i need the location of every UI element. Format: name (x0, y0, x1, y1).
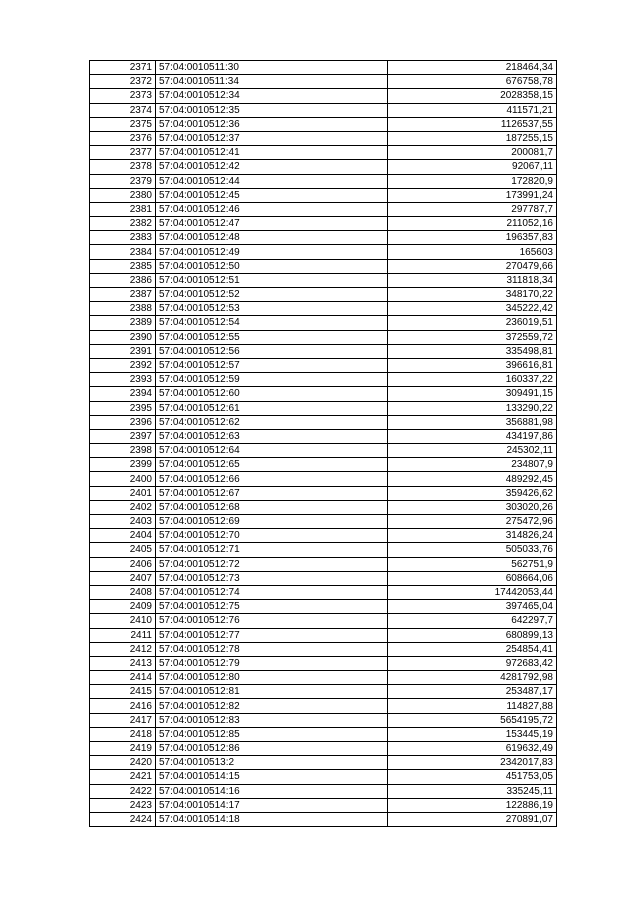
cadastral-value-cell: 505033,76 (388, 543, 557, 557)
cadastral-number-cell: 57:04:0010512:75 (156, 600, 388, 614)
row-number-cell: 2392 (90, 358, 156, 372)
cadastral-value-cell: 17442053,44 (388, 585, 557, 599)
table-row (90, 685, 557, 699)
table-row (90, 273, 557, 287)
cadastral-number-cell: 57:04:0010514:17 (156, 798, 388, 812)
table-row (90, 387, 557, 401)
cadastral-value-cell: 187255,15 (388, 131, 557, 145)
cadastral-value-cell: 245302,11 (388, 444, 557, 458)
table-row (90, 89, 557, 103)
cadastral-value-cell: 270891,07 (388, 812, 557, 826)
cadastral-value-cell: 2028358,15 (388, 89, 557, 103)
row-number-cell: 2387 (90, 288, 156, 302)
table-row (90, 812, 557, 826)
row-number-cell: 2372 (90, 75, 156, 89)
table-row (90, 500, 557, 514)
table-row (90, 557, 557, 571)
row-number-cell: 2403 (90, 515, 156, 529)
table-row (90, 571, 557, 585)
row-number-cell: 2399 (90, 458, 156, 472)
cadastral-value-cell: 309491,15 (388, 387, 557, 401)
table-row (90, 486, 557, 500)
table-row (90, 288, 557, 302)
table-body (90, 61, 557, 827)
cadastral-value-cell: 297787,7 (388, 202, 557, 216)
cadastral-value-cell: 359426,62 (388, 486, 557, 500)
cadastral-value-cell: 608664,06 (388, 571, 557, 585)
cadastral-value-cell: 314826,24 (388, 529, 557, 543)
row-number-cell: 2416 (90, 699, 156, 713)
cadastral-number-cell: 57:04:0010512:86 (156, 742, 388, 756)
cadastral-number-cell: 57:04:0010512:67 (156, 486, 388, 500)
cadastral-value-cell: 335498,81 (388, 344, 557, 358)
cadastral-value-cell: 642297,7 (388, 614, 557, 628)
cadastral-value-cell: 236019,51 (388, 316, 557, 330)
cadastral-number-cell: 57:04:0010512:53 (156, 302, 388, 316)
cadastral-number-cell: 57:04:0010514:15 (156, 770, 388, 784)
row-number-cell: 2388 (90, 302, 156, 316)
row-number-cell: 2421 (90, 770, 156, 784)
row-number-cell: 2379 (90, 174, 156, 188)
table-row (90, 642, 557, 656)
table-row (90, 784, 557, 798)
cadastral-value-cell: 676758,78 (388, 75, 557, 89)
row-number-cell: 2406 (90, 557, 156, 571)
cadastral-value-cell: 434197,86 (388, 429, 557, 443)
cadastral-value-cell: 253487,17 (388, 685, 557, 699)
cadastral-value-cell: 562751,9 (388, 557, 557, 571)
table-row (90, 727, 557, 741)
cadastral-number-cell: 57:04:0010512:65 (156, 458, 388, 472)
row-number-cell: 2413 (90, 656, 156, 670)
row-number-cell: 2411 (90, 628, 156, 642)
cadastral-number-cell: 57:04:0010512:60 (156, 387, 388, 401)
table-row (90, 656, 557, 670)
row-number-cell: 2404 (90, 529, 156, 543)
cadastral-number-cell: 57:04:0010512:51 (156, 273, 388, 287)
table-row (90, 103, 557, 117)
cadastral-number-cell: 57:04:0010512:61 (156, 401, 388, 415)
cadastral-value-cell: 4281792,98 (388, 671, 557, 685)
row-number-cell: 2409 (90, 600, 156, 614)
cadastral-number-cell: 57:04:0010512:59 (156, 373, 388, 387)
cadastral-number-cell: 57:04:0010512:42 (156, 160, 388, 174)
table-row (90, 543, 557, 557)
row-number-cell: 2423 (90, 798, 156, 812)
table-row (90, 472, 557, 486)
cadastral-value-cell: 348170,22 (388, 288, 557, 302)
cadastral-number-cell: 57:04:0010512:83 (156, 713, 388, 727)
table-row (90, 160, 557, 174)
cadastral-number-cell: 57:04:0010512:79 (156, 656, 388, 670)
table-row (90, 798, 557, 812)
cadastral-value-cell: 372559,72 (388, 330, 557, 344)
table-row (90, 458, 557, 472)
table-row (90, 174, 557, 188)
row-number-cell: 2422 (90, 784, 156, 798)
cadastral-number-cell: 57:04:0010512:68 (156, 500, 388, 514)
cadastral-value-cell: 5654195,72 (388, 713, 557, 727)
row-number-cell: 2424 (90, 812, 156, 826)
row-number-cell: 2394 (90, 387, 156, 401)
cadastral-number-cell: 57:04:0010512:66 (156, 472, 388, 486)
row-number-cell: 2390 (90, 330, 156, 344)
table-row (90, 770, 557, 784)
cadastral-value-cell: 173991,24 (388, 188, 557, 202)
cadastral-number-cell: 57:04:0010513:2 (156, 756, 388, 770)
cadastral-value-cell: 218464,34 (388, 61, 557, 75)
cadastral-number-cell: 57:04:0010514:16 (156, 784, 388, 798)
cadastral-number-cell: 57:04:0010511:34 (156, 75, 388, 89)
cadastral-value-cell: 200081,7 (388, 146, 557, 160)
table-row (90, 713, 557, 727)
row-number-cell: 2380 (90, 188, 156, 202)
table-row (90, 316, 557, 330)
cadastral-value-cell: 335245,11 (388, 784, 557, 798)
row-number-cell: 2384 (90, 245, 156, 259)
row-number-cell: 2385 (90, 259, 156, 273)
row-number-cell: 2377 (90, 146, 156, 160)
table-row (90, 444, 557, 458)
table-row (90, 671, 557, 685)
cadastral-number-cell: 57:04:0010512:37 (156, 131, 388, 145)
row-number-cell: 2373 (90, 89, 156, 103)
cadastral-number-cell: 57:04:0010512:74 (156, 585, 388, 599)
row-number-cell: 2410 (90, 614, 156, 628)
cadastral-value-cell: 972683,42 (388, 656, 557, 670)
row-number-cell: 2417 (90, 713, 156, 727)
cadastral-value-cell: 451753,05 (388, 770, 557, 784)
table-row (90, 529, 557, 543)
cadastral-number-cell: 57:04:0010512:54 (156, 316, 388, 330)
cadastral-value-cell: 303020,26 (388, 500, 557, 514)
row-number-cell: 2376 (90, 131, 156, 145)
cadastral-value-cell: 345222,42 (388, 302, 557, 316)
cadastral-number-cell: 57:04:0010512:85 (156, 727, 388, 741)
cadastral-value-cell: 270479,66 (388, 259, 557, 273)
row-number-cell: 2414 (90, 671, 156, 685)
cadastral-value-cell: 114827,88 (388, 699, 557, 713)
cadastral-number-cell: 57:04:0010511:30 (156, 61, 388, 75)
cadastral-value-cell: 2342017,83 (388, 756, 557, 770)
row-number-cell: 2391 (90, 344, 156, 358)
table-row (90, 146, 557, 160)
table-row (90, 373, 557, 387)
table-row (90, 61, 557, 75)
cadastral-number-cell: 57:04:0010512:41 (156, 146, 388, 160)
cadastral-value-cell: 153445,19 (388, 727, 557, 741)
cadastral-number-cell: 57:04:0010512:80 (156, 671, 388, 685)
table-row (90, 628, 557, 642)
cadastral-value-cell: 619632,49 (388, 742, 557, 756)
cadastral-value-cell: 411571,21 (388, 103, 557, 117)
cadastral-number-cell: 57:04:0010512:36 (156, 117, 388, 131)
cadastral-number-cell: 57:04:0010512:49 (156, 245, 388, 259)
row-number-cell: 2397 (90, 429, 156, 443)
row-number-cell: 2398 (90, 444, 156, 458)
table-row (90, 429, 557, 443)
cadastral-number-cell: 57:04:0010512:52 (156, 288, 388, 302)
row-number-cell: 2415 (90, 685, 156, 699)
table-row (90, 358, 557, 372)
cadastral-number-cell: 57:04:0010512:56 (156, 344, 388, 358)
cadastral-value-cell: 196357,83 (388, 231, 557, 245)
cadastral-number-cell: 57:04:0010512:73 (156, 571, 388, 585)
row-number-cell: 2395 (90, 401, 156, 415)
cadastral-value-cell: 211052,16 (388, 217, 557, 231)
cadastral-number-cell: 57:04:0010512:48 (156, 231, 388, 245)
table-row (90, 202, 557, 216)
table-row (90, 231, 557, 245)
row-number-cell: 2389 (90, 316, 156, 330)
cadastral-number-cell: 57:04:0010512:62 (156, 415, 388, 429)
cadastral-number-cell: 57:04:0010512:55 (156, 330, 388, 344)
row-number-cell: 2383 (90, 231, 156, 245)
cadastral-value-cell: 356881,98 (388, 415, 557, 429)
cadastral-value-cell: 160337,22 (388, 373, 557, 387)
row-number-cell: 2407 (90, 571, 156, 585)
cadastral-value-cell: 92067,11 (388, 160, 557, 174)
cadastral-number-cell: 57:04:0010512:70 (156, 529, 388, 543)
row-number-cell: 2393 (90, 373, 156, 387)
cadastral-number-cell: 57:04:0010512:64 (156, 444, 388, 458)
table-row (90, 217, 557, 231)
cadastral-value-cell: 397465,04 (388, 600, 557, 614)
cadastral-number-cell: 57:04:0010512:82 (156, 699, 388, 713)
table-row (90, 259, 557, 273)
row-number-cell: 2371 (90, 61, 156, 75)
row-number-cell: 2408 (90, 585, 156, 599)
table-row (90, 756, 557, 770)
table-row (90, 585, 557, 599)
cadastral-value-cell: 165603 (388, 245, 557, 259)
table-row (90, 117, 557, 131)
cadastral-value-cell: 1126537,55 (388, 117, 557, 131)
table-row (90, 245, 557, 259)
cadastral-value-cell: 275472,96 (388, 515, 557, 529)
cadastral-number-cell: 57:04:0010512:34 (156, 89, 388, 103)
cadastral-value-cell: 234807,9 (388, 458, 557, 472)
row-number-cell: 2400 (90, 472, 156, 486)
cadastral-number-cell: 57:04:0010514:18 (156, 812, 388, 826)
cadastral-value-cell: 396616,81 (388, 358, 557, 372)
cadastral-value-cell: 172820,9 (388, 174, 557, 188)
cadastral-number-cell: 57:04:0010512:47 (156, 217, 388, 231)
row-number-cell: 2374 (90, 103, 156, 117)
row-number-cell: 2386 (90, 273, 156, 287)
row-number-cell: 2381 (90, 202, 156, 216)
cadastral-value-cell: 122886,19 (388, 798, 557, 812)
row-number-cell: 2418 (90, 727, 156, 741)
cadastral-value-cell: 489292,45 (388, 472, 557, 486)
table-row (90, 742, 557, 756)
table-row (90, 131, 557, 145)
table-row (90, 330, 557, 344)
cadastral-number-cell: 57:04:0010512:72 (156, 557, 388, 571)
row-number-cell: 2401 (90, 486, 156, 500)
table-row (90, 600, 557, 614)
cadastral-number-cell: 57:04:0010512:76 (156, 614, 388, 628)
cadastral-number-cell: 57:04:0010512:78 (156, 642, 388, 656)
cadastral-number-cell: 57:04:0010512:46 (156, 202, 388, 216)
cadastral-number-cell: 57:04:0010512:50 (156, 259, 388, 273)
table-row (90, 188, 557, 202)
table-row (90, 344, 557, 358)
row-number-cell: 2375 (90, 117, 156, 131)
table-row (90, 302, 557, 316)
table-row (90, 75, 557, 89)
row-number-cell: 2419 (90, 742, 156, 756)
cadastral-number-cell: 57:04:0010512:57 (156, 358, 388, 372)
table-row (90, 401, 557, 415)
cadastral-value-cell: 133290,22 (388, 401, 557, 415)
cadastral-number-cell: 57:04:0010512:63 (156, 429, 388, 443)
row-number-cell: 2412 (90, 642, 156, 656)
row-number-cell: 2402 (90, 500, 156, 514)
table-row (90, 699, 557, 713)
cadastral-value-cell: 311818,34 (388, 273, 557, 287)
cadastral-value-table (89, 60, 557, 827)
cadastral-number-cell: 57:04:0010512:69 (156, 515, 388, 529)
cadastral-number-cell: 57:04:0010512:44 (156, 174, 388, 188)
table-row (90, 515, 557, 529)
cadastral-number-cell: 57:04:0010512:45 (156, 188, 388, 202)
cadastral-number-cell: 57:04:0010512:71 (156, 543, 388, 557)
row-number-cell: 2396 (90, 415, 156, 429)
cadastral-number-cell: 57:04:0010512:35 (156, 103, 388, 117)
cadastral-value-cell: 254854,41 (388, 642, 557, 656)
row-number-cell: 2420 (90, 756, 156, 770)
row-number-cell: 2405 (90, 543, 156, 557)
table-row (90, 614, 557, 628)
cadastral-value-cell: 680899,13 (388, 628, 557, 642)
cadastral-number-cell: 57:04:0010512:77 (156, 628, 388, 642)
table-row (90, 415, 557, 429)
row-number-cell: 2378 (90, 160, 156, 174)
row-number-cell: 2382 (90, 217, 156, 231)
cadastral-number-cell: 57:04:0010512:81 (156, 685, 388, 699)
